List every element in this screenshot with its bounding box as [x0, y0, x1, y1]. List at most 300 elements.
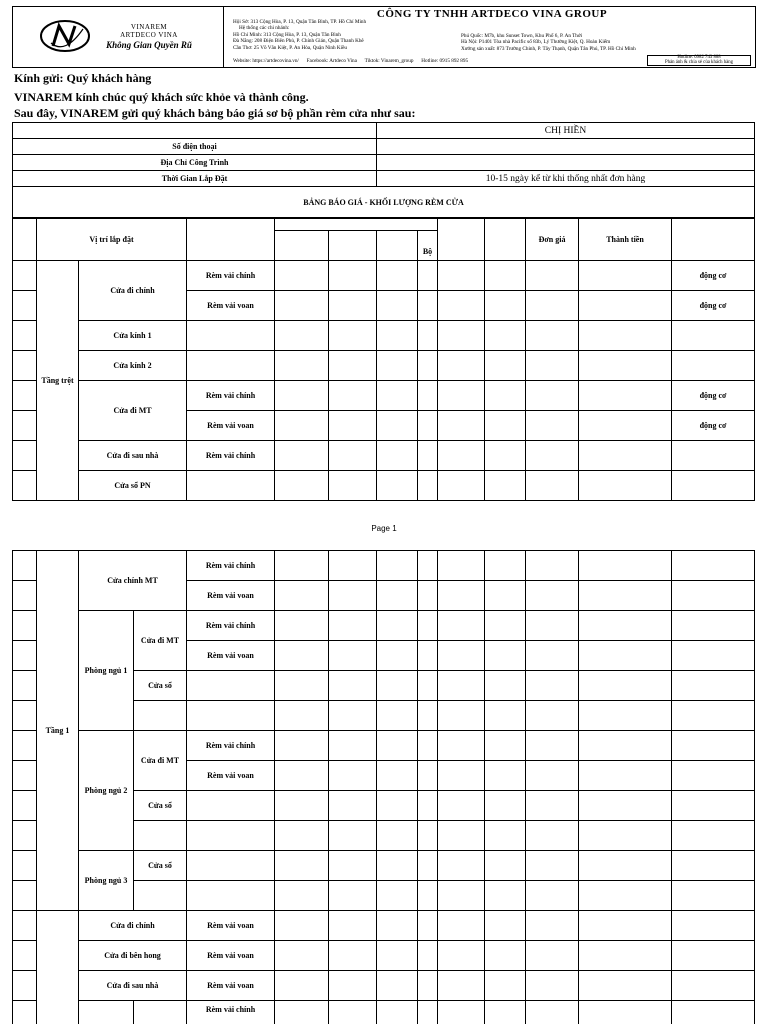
- cell: [275, 381, 329, 411]
- cell: [187, 791, 275, 821]
- table-row: [13, 321, 755, 351]
- cell: [438, 731, 485, 761]
- cell: [187, 351, 275, 381]
- cell: [377, 381, 418, 411]
- stt-cell: [13, 551, 37, 581]
- cell: [418, 761, 438, 791]
- cell: [485, 971, 526, 1001]
- cell: [438, 411, 485, 441]
- floor-1-label: Tầng 1: [37, 551, 79, 911]
- cell: [526, 381, 579, 411]
- install-label: Thời Gian Lắp Đặt: [13, 171, 377, 187]
- cell: [526, 261, 579, 291]
- cell: [438, 911, 485, 941]
- cell: [377, 791, 418, 821]
- cell: [485, 441, 526, 471]
- cell: [438, 381, 485, 411]
- cell: [672, 731, 755, 761]
- cell: [672, 941, 755, 971]
- cell: [579, 1001, 672, 1024]
- cell: [672, 881, 755, 911]
- cell: [377, 611, 418, 641]
- stt-cell: [13, 581, 37, 611]
- phone-label: Số điện thoại: [13, 139, 377, 155]
- cell: [418, 551, 438, 581]
- cell: [187, 671, 275, 701]
- cell: [377, 351, 418, 381]
- cell: [418, 821, 438, 851]
- cell: [377, 731, 418, 761]
- cell: [377, 761, 418, 791]
- cell: [187, 701, 275, 731]
- cell: [329, 291, 377, 321]
- stt-cell: [13, 971, 37, 1001]
- table-row: [13, 381, 755, 411]
- row-bedroom-3: Phòng ngủ 3: [79, 851, 134, 911]
- phone-value: [377, 139, 755, 155]
- fabric-main: Rèm vải chính: [187, 441, 275, 471]
- cell: [377, 321, 418, 351]
- cell: [134, 821, 187, 851]
- logo-area: [13, 7, 224, 67]
- cell: [485, 851, 526, 881]
- cell: [418, 471, 438, 501]
- cell: [275, 291, 329, 321]
- website-text: Website: https://artdecovina.vn/: [233, 58, 299, 64]
- cell: [438, 971, 485, 1001]
- table-row: [13, 261, 755, 291]
- cell: [275, 911, 329, 941]
- cell: [485, 411, 526, 441]
- fabric-voile: Rèm vải voan: [187, 971, 275, 1001]
- cell: [526, 471, 579, 501]
- table-row: [13, 851, 755, 881]
- cell: [485, 941, 526, 971]
- cell: [275, 731, 329, 761]
- stt-cell: [13, 821, 37, 851]
- cell: [438, 701, 485, 731]
- stt-cell: [13, 381, 37, 411]
- cell: [485, 791, 526, 821]
- row-window: Cửa sổ: [134, 851, 187, 881]
- cell: [438, 471, 485, 501]
- row-bedroom-1: Phòng ngủ 1: [79, 611, 134, 731]
- cell: [438, 851, 485, 881]
- cell: [377, 291, 418, 321]
- cell: [672, 351, 755, 381]
- cell: [579, 821, 672, 851]
- cell: [275, 701, 329, 731]
- cell: [485, 261, 526, 291]
- cell: [438, 1001, 485, 1024]
- table-row: [13, 731, 755, 761]
- hdr-note: [672, 219, 755, 261]
- address-label: Địa Chỉ Công Trình: [13, 155, 377, 171]
- cell: [438, 821, 485, 851]
- customer-name-row: [13, 123, 755, 139]
- cell: [672, 761, 755, 791]
- feedback-caption: Phản ánh & chia sẻ của khách hàng: [664, 59, 734, 65]
- cell: [579, 551, 672, 581]
- cell: [672, 611, 755, 641]
- table-row: [13, 441, 755, 471]
- cell: [485, 1001, 526, 1024]
- branches-heading: Hệ thống các chi nhánh:: [239, 25, 290, 32]
- customer-name-label-cell: [13, 123, 377, 139]
- cell: [672, 911, 755, 941]
- row-window-pn: Cửa sổ PN: [79, 471, 187, 501]
- cell: [134, 881, 187, 911]
- stt-cell: [13, 611, 37, 641]
- cell: [485, 641, 526, 671]
- row-main-door: Cửa đi chính: [79, 911, 187, 941]
- cell: [79, 1001, 134, 1024]
- cell: [438, 791, 485, 821]
- fabric-main: Rèm vải chính: [187, 261, 275, 291]
- hdr-stt: [13, 219, 37, 261]
- motor-note: động cơ: [672, 411, 755, 441]
- stt-cell: [13, 261, 37, 291]
- row-window: Cửa sổ: [134, 791, 187, 821]
- cell: [485, 671, 526, 701]
- hdr-c6: [329, 231, 377, 261]
- cell: [418, 261, 438, 291]
- cell: [438, 881, 485, 911]
- stt-cell: [13, 941, 37, 971]
- cell: [579, 911, 672, 941]
- cell: [418, 581, 438, 611]
- cell: [579, 851, 672, 881]
- head-office-line: Hội Sở: 313 Cộng Hòa, P. 13, Quận Tân Bình, TP. Hồ Chí Minh: [233, 19, 367, 25]
- cell: [377, 471, 418, 501]
- cell: [526, 731, 579, 761]
- logo-line-2: ARTDECO VINA: [120, 31, 178, 39]
- cell: [485, 551, 526, 581]
- cell: [418, 941, 438, 971]
- cell: [526, 291, 579, 321]
- cell: [418, 321, 438, 351]
- cell: [438, 581, 485, 611]
- row-door-mt: Cửa đi MT: [134, 731, 187, 791]
- cell: [485, 581, 526, 611]
- cell: [275, 971, 329, 1001]
- row-bedroom-2: Phòng ngủ 2: [79, 731, 134, 851]
- fabric-voile: Rèm vải voan: [187, 761, 275, 791]
- cell: [377, 671, 418, 701]
- cell: [485, 381, 526, 411]
- cell: [438, 761, 485, 791]
- cell: [329, 761, 377, 791]
- hdr-c7: [377, 231, 418, 261]
- cell: [579, 581, 672, 611]
- table-row: [13, 611, 755, 641]
- cell: [329, 671, 377, 701]
- quote-table-ground-floor: [12, 218, 755, 501]
- cell: [377, 261, 418, 291]
- cell: [418, 291, 438, 321]
- cell: [579, 641, 672, 671]
- facebook-text: Facebook: Artdeco Vina: [306, 58, 357, 64]
- customer-info-table: [12, 122, 755, 218]
- cell: [377, 881, 418, 911]
- phone-row: [13, 139, 755, 155]
- greeting-line: Kính gửi: Quý khách hàng: [14, 71, 152, 85]
- cell: [438, 261, 485, 291]
- cell: [526, 671, 579, 701]
- cell: [485, 291, 526, 321]
- row-back-door: Cửa đi sau nhà: [79, 441, 187, 471]
- logo-line-1: VINAREM: [130, 23, 168, 31]
- hdr-c5: [275, 231, 329, 261]
- cell: [187, 881, 275, 911]
- cell: [275, 471, 329, 501]
- feedback-hotline-box: [647, 55, 751, 66]
- cell: [275, 791, 329, 821]
- row-main-door: Cửa đi chính: [79, 261, 187, 321]
- table-row: [13, 351, 755, 381]
- cell: [275, 321, 329, 351]
- company-name: CÔNG TY TNHH ARTDECO VINA GROUP: [376, 8, 608, 20]
- hdr-c9: [438, 219, 485, 261]
- cell: [579, 761, 672, 791]
- cell: [329, 321, 377, 351]
- cell: [526, 941, 579, 971]
- cell: [579, 261, 672, 291]
- cell: [485, 701, 526, 731]
- cell: [187, 321, 275, 351]
- cell: [329, 911, 377, 941]
- floor-next-label: [37, 911, 79, 1024]
- cell: [526, 411, 579, 441]
- install-row: [13, 171, 755, 187]
- cell: [329, 941, 377, 971]
- cell: [526, 1001, 579, 1024]
- logo-tagline: Không Gian Quyền Rũ: [106, 40, 192, 50]
- feedback-hotline: Hotline: 0982 743 888: [677, 55, 721, 60]
- table-row: [13, 911, 755, 941]
- cell: [377, 701, 418, 731]
- cell: [377, 971, 418, 1001]
- stt-cell: [13, 851, 37, 881]
- factory-line: Xưởng sản xuất: 873 Trường Chinh, P. Tây Thạnh, Quận Tân Phú, TP. Hồ Chí Minh: [461, 45, 636, 52]
- cell: [329, 791, 377, 821]
- cell: [418, 671, 438, 701]
- cell: [377, 551, 418, 581]
- cell: [526, 551, 579, 581]
- stt-cell: [13, 641, 37, 671]
- fabric-voile: Rèm vải voan: [187, 411, 275, 441]
- cell: [329, 731, 377, 761]
- cell: [672, 551, 755, 581]
- table-row: [13, 1001, 755, 1024]
- cell: [377, 1001, 418, 1024]
- cell: [418, 881, 438, 911]
- cell: [579, 731, 672, 761]
- cell: [377, 411, 418, 441]
- install-value: 10-15 ngày kể từ khi thống nhất đơn hàng: [377, 171, 755, 187]
- cell: [329, 821, 377, 851]
- cell: [579, 351, 672, 381]
- row-glass-2: Cửa kính 2: [79, 351, 187, 381]
- hdr-bo: Bộ: [418, 231, 438, 261]
- fabric-voile: Rèm vải voan: [187, 581, 275, 611]
- cell: [377, 581, 418, 611]
- cell: [275, 671, 329, 701]
- motor-note: động cơ: [672, 291, 755, 321]
- cell: [377, 441, 418, 471]
- stt-cell: [13, 351, 37, 381]
- stt-cell: [13, 671, 37, 701]
- cell: [526, 351, 579, 381]
- fabric-main: Rèm vải chính: [187, 611, 275, 641]
- cell: [377, 911, 418, 941]
- cell: [275, 441, 329, 471]
- quote-title: BẢNG BÁO GIÁ - KHỐI LƯỢNG RÈM CỬA: [13, 187, 755, 218]
- cell: [526, 791, 579, 821]
- row-window: Cửa sổ: [134, 671, 187, 701]
- cell: [672, 641, 755, 671]
- cell: [418, 411, 438, 441]
- stt-cell: [13, 911, 37, 941]
- cell: [329, 551, 377, 581]
- cell: [329, 701, 377, 731]
- cell: [275, 261, 329, 291]
- company-header: [12, 6, 756, 68]
- cell: [672, 581, 755, 611]
- cell: [526, 641, 579, 671]
- cell: [579, 791, 672, 821]
- cell: [275, 641, 329, 671]
- fabric-voile: Rèm vải voan: [187, 911, 275, 941]
- cell: [134, 701, 187, 731]
- row-back-door: Cửa đi sau nhà: [79, 971, 187, 1001]
- cell: [672, 701, 755, 731]
- fabric-main: Rèm vải chính: [187, 381, 275, 411]
- cell: [329, 581, 377, 611]
- hdr-type: [187, 219, 275, 261]
- cell: [438, 291, 485, 321]
- cell: [438, 611, 485, 641]
- cell: [485, 471, 526, 501]
- stt-cell: [13, 471, 37, 501]
- cell: [275, 351, 329, 381]
- branch-danang: Đà Nẵng: 208 Điện Biên Phủ, P. Chính Gián, Quận Thanh Khê: [233, 38, 364, 45]
- fabric-main: Rèm vải chính: [187, 1001, 275, 1024]
- cell: [329, 261, 377, 291]
- cell: [329, 851, 377, 881]
- cell: [579, 971, 672, 1001]
- branch-hcm: Hồ Chí Minh: 313 Cộng Hòa, P. 13, Quận Tân Bình: [233, 31, 341, 38]
- cell: [329, 471, 377, 501]
- address-list-right: [461, 33, 636, 52]
- hdr-location: Vị trí lắp đặt: [37, 219, 187, 261]
- tiktok-text: Tiktok: Vinarem_group: [364, 58, 414, 64]
- quote-page-1: [0, 0, 768, 510]
- cell: [526, 881, 579, 911]
- cell: [526, 851, 579, 881]
- stt-cell: [13, 291, 37, 321]
- cell: [526, 911, 579, 941]
- cell: [526, 821, 579, 851]
- cell: [485, 731, 526, 761]
- cell: [418, 641, 438, 671]
- cell: [418, 791, 438, 821]
- hdr-size-group: [275, 219, 438, 231]
- quote-page-2: [0, 550, 768, 1024]
- cell: [418, 381, 438, 411]
- cell: [418, 731, 438, 761]
- cell: [377, 641, 418, 671]
- cell: [526, 581, 579, 611]
- row-door-mt: Cửa đi MT: [134, 611, 187, 671]
- cell: [579, 701, 672, 731]
- cell: [672, 441, 755, 471]
- cell: [418, 351, 438, 381]
- cell: [438, 551, 485, 581]
- quote-title-row: [13, 187, 755, 218]
- cell: [526, 321, 579, 351]
- table-row: [13, 941, 755, 971]
- cell: [329, 1001, 377, 1024]
- row-side-door: Cửa đi bên hong: [79, 941, 187, 971]
- cell: [579, 441, 672, 471]
- stt-cell: [13, 701, 37, 731]
- cell: [672, 821, 755, 851]
- cell: [418, 851, 438, 881]
- cell: [377, 941, 418, 971]
- cell: [526, 971, 579, 1001]
- table-row: [13, 471, 755, 501]
- cell: [134, 1001, 187, 1024]
- cell: [329, 641, 377, 671]
- cell: [418, 441, 438, 471]
- table-row: [13, 551, 755, 581]
- cell: [438, 941, 485, 971]
- row-glass-1: Cửa kính 1: [79, 321, 187, 351]
- cell: [672, 321, 755, 351]
- cell: [579, 671, 672, 701]
- cell: [418, 1001, 438, 1024]
- cell: [377, 851, 418, 881]
- stt-cell: [13, 791, 37, 821]
- vinarem-logo-icon: [39, 19, 91, 53]
- cell: [329, 441, 377, 471]
- cell: [275, 1001, 329, 1024]
- cell: [275, 411, 329, 441]
- cell: [329, 971, 377, 1001]
- cell: [485, 611, 526, 641]
- cell: [438, 321, 485, 351]
- page-number: Page 1: [371, 524, 397, 533]
- cell: [579, 881, 672, 911]
- floor-ground-label: Tầng trệt: [37, 261, 79, 501]
- cell: [526, 441, 579, 471]
- cell: [187, 851, 275, 881]
- cell: [275, 851, 329, 881]
- cell: [579, 381, 672, 411]
- header-row-top: [13, 219, 755, 231]
- branch-phuquoc: Phú Quốc: M7b, khu Sunset Town, Khu Phố 6, P. An Thới: [461, 33, 583, 39]
- cell: [329, 381, 377, 411]
- stt-cell: [13, 321, 37, 351]
- fabric-voile: Rèm vải voan: [187, 641, 275, 671]
- cell: [485, 881, 526, 911]
- row-main-mt: Cửa chính MT: [79, 551, 187, 611]
- stt-cell: [13, 761, 37, 791]
- cell: [485, 821, 526, 851]
- contact-line: [233, 58, 468, 64]
- cell: [672, 471, 755, 501]
